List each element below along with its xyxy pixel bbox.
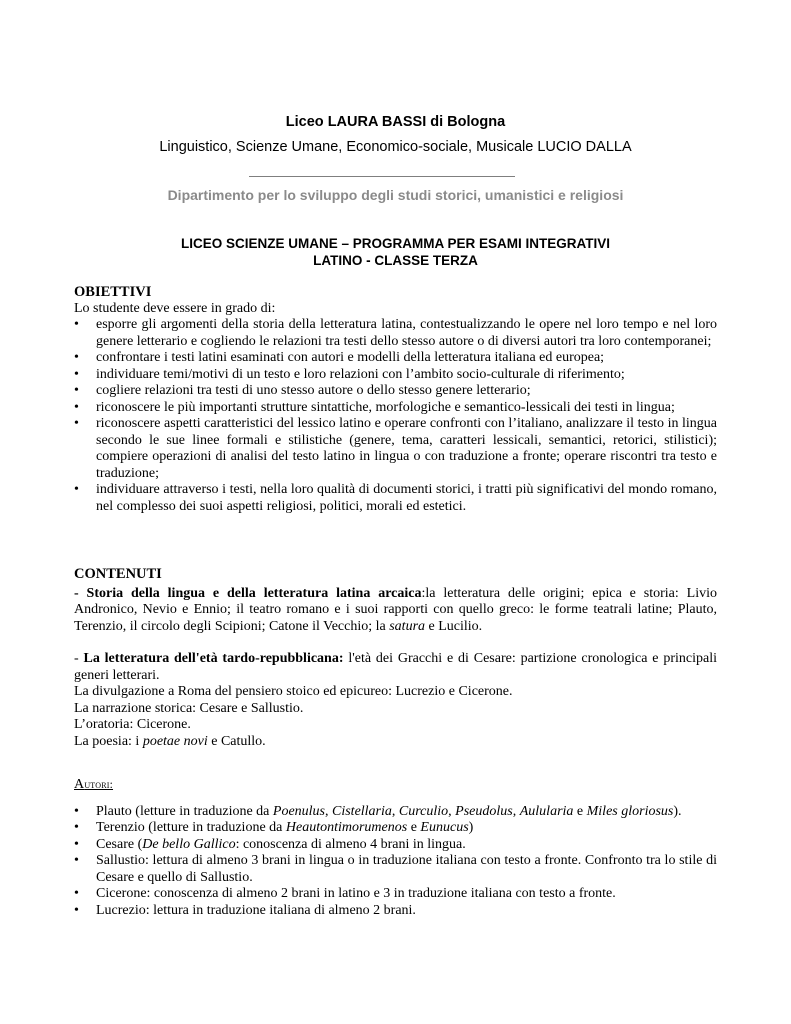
school-subtitle: Linguistico, Scienze Umane, Economico-sociale, Musicale LUCIO DALLA (159, 139, 632, 155)
document-subtitle: LATINO - CLASSE TERZA (313, 253, 478, 268)
obiettivi-intro: Lo studente deve essere in grado di: (74, 300, 276, 316)
list-item: • riconoscere le più importanti strutture sintattiche, morfologiche e semantico-lessicali dei testi in lingua; (74, 399, 675, 415)
bullet-icon: • (74, 902, 79, 918)
line-divulgazione: La divulgazione a Roma del pensiero stoico ed epicureo: Lucrezio e Cicerone. (74, 684, 513, 699)
list-item: • Cesare (De bello Gallico: conoscenza di almeno 4 brani in lingua. (74, 836, 466, 852)
paragraph-arcaica: - Storia della lingua e della letteratura latina arcaica:la letteratura delle origini; epica e storia: Livio Andronico, Nevio e Ennio; il teatro romano e i suoi rapporti con quello greco: le forme teatrali latine; Plauto, Terenzio, il circolo degli Scipioni; Catone il Vecchio; la satura e Lucilio. (74, 585, 717, 634)
bullet-icon: • (74, 482, 79, 497)
bullet-icon: • (74, 383, 79, 398)
line-poesia: La poesia: i poetae novi e Catullo. (74, 733, 266, 749)
bullet-icon: • (74, 803, 79, 819)
list-item: • riconoscere aspetti caratteristici del lessico latino e operare confronti con l’italiano, analizzare il testo in lingua secondo le sue linee formali e stilistiche (genere, tema, caratteri lessicali, semantici, retorici, stilistici); compiere operazioni di analisi del testo latino in lingua o con traduzione a fronte; operare riscontri tra testo e traduzione; (74, 416, 717, 481)
list-item: • individuare attraverso i testi, nella loro qualità di documenti storici, i tratti più significativi del mondo romano, nel complesso dei suoi aspetti religiosi, politici, morali ed estetici. (74, 482, 717, 514)
autori-heading: Autori: (74, 777, 114, 792)
bullet-icon: • (74, 399, 79, 415)
list-item: • confrontare i testi latini esaminati con autori e modelli della letteratura italiana ed europea; (74, 350, 605, 365)
list-item: • cogliere relazioni tra testi di uno stesso autore o dello stesso genere letterario; (74, 383, 531, 398)
line-oratoria: L’oratoria: Cicerone. (74, 717, 191, 732)
paragraph-repubblicana: - La letteratura dell'età tardo-repubblicana: l'età dei Gracchi e di Cesare: partizione cronologica e principali generi letterari. (74, 651, 717, 683)
department-name: Dipartimento per lo sviluppo degli studi storici, umanistici e religiosi (167, 187, 624, 203)
list-item: • individuare temi/motivi di un testo e loro relazioni con l’ambito socio-culturale di riferimento; (74, 366, 625, 382)
bullet-icon: • (74, 416, 79, 431)
header-divider (249, 176, 515, 177)
bullet-icon: • (74, 886, 79, 901)
line-narrazione: La narrazione storica: Cesare e Sallustio. (74, 700, 304, 716)
document-title: LICEO SCIENZE UMANE – PROGRAMMA PER ESAMI INTEGRATIVI (180, 236, 611, 251)
school-name: Liceo LAURA BASSI di Bologna (285, 114, 506, 130)
contenuti-heading: CONTENUTI (74, 566, 162, 582)
list-item: • Terenzio (letture in traduzione da Heautontimorumenos e Eunucus) (74, 820, 474, 835)
list-item: • esporre gli argomenti della storia della letteratura latina, contestualizzando le opere nel loro tempo e nel loro genere letterario e cogliendo le relazioni tra testi dello stesso autore o di diversi autori tra loro contemporanei; (74, 317, 717, 349)
autori-section (74, 777, 717, 919)
list-item: • Cicerone: conoscenza di almeno 2 brani in latino e 3 in traduzione italiana con testo a fronte. (74, 886, 616, 901)
obiettivi-heading: OBIETTIVI (74, 284, 152, 300)
obiettivi-list (74, 317, 717, 515)
bullet-icon: • (74, 836, 79, 852)
bullet-icon: • (74, 820, 79, 835)
contenuti-section (74, 566, 717, 750)
bullet-icon: • (74, 853, 79, 868)
list-item: • Plauto (letture in traduzione da Poenulus, Cistellaria, Curculio, Pseudolus, Aulularia e Miles gloriosus). (74, 803, 682, 819)
bullet-icon: • (74, 350, 79, 365)
list-item: • Sallustio: lettura di almeno 3 brani in lingua o in traduzione italiana con testo a fronte. Confronto tra lo stile di Cesare e quello di Sallustio. (74, 853, 717, 885)
obiettivi-section (74, 284, 717, 515)
bullet-icon: • (74, 317, 79, 332)
list-item: • Lucrezio: lettura in traduzione italiana di almeno 2 brani. (74, 902, 416, 918)
autori-list (74, 804, 717, 920)
bullet-icon: • (74, 366, 79, 382)
